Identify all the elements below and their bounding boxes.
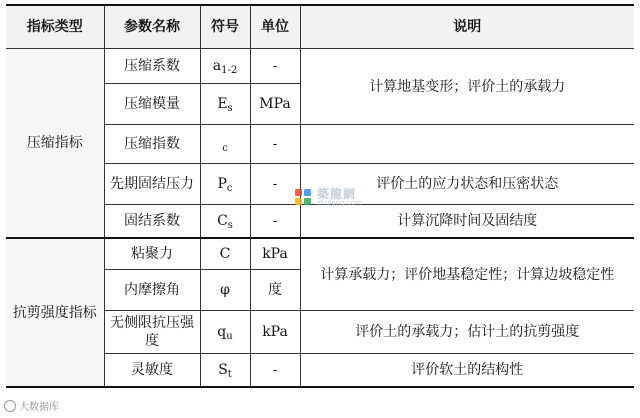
corner-watermark-text: 大数据库	[19, 402, 59, 413]
param-name: 压缩系数	[104, 49, 200, 84]
param-symbol: $P_c$	[200, 164, 250, 205]
param-unit: -	[250, 125, 300, 164]
param-symbol: C	[200, 238, 250, 270]
param-name: 压缩指数	[104, 125, 200, 164]
table-row	[6, 49, 634, 84]
param-symbol: $S_t$	[200, 354, 250, 388]
table-row	[6, 238, 634, 270]
param-name: 内摩擦角	[104, 270, 200, 311]
param-description: 计算承载力；评价地基稳定性；计算边坡稳定性	[300, 238, 634, 311]
param-name: 固结系数	[104, 205, 200, 239]
watermark-text: 築龍網	[317, 187, 357, 201]
param-symbol: c	[200, 125, 250, 164]
param-name: 先期固结压力	[104, 164, 200, 205]
header-indicator-type: 指标类型	[6, 5, 104, 49]
param-name: 灵敏度	[104, 354, 200, 388]
param-symbol: $E_s$	[200, 84, 250, 125]
watermark-url: zhulong.com	[317, 199, 362, 207]
param-unit: kPa	[250, 311, 300, 354]
header-row	[6, 5, 634, 49]
group-type-shear-strength: 抗剪强度指标	[6, 238, 104, 387]
corner-watermark	[4, 398, 59, 413]
param-symbol: $q_u$	[200, 311, 250, 354]
param-unit: 度	[250, 270, 300, 311]
param-symbol: $C_s$	[200, 205, 250, 239]
param-unit: -	[250, 354, 300, 388]
param-symbol: $a_{1-2}$	[200, 49, 250, 84]
corner-logo-icon	[4, 400, 16, 412]
param-description: 计算沉降时间及固结度	[300, 205, 634, 239]
watermark-logo-icon	[295, 189, 313, 207]
param-description: 评价土的应力状态和压密状态	[300, 164, 634, 205]
param-unit: -	[250, 49, 300, 84]
param-name: 无侧限抗压强度	[104, 311, 200, 354]
param-unit: -	[250, 164, 300, 205]
header-unit: 单位	[250, 5, 300, 49]
param-description: 评价软土的结构性	[300, 354, 634, 388]
group-type-compression: 压缩指标	[6, 49, 104, 239]
header-description: 说明	[300, 5, 634, 49]
param-unit: kPa	[250, 238, 300, 270]
param-unit: -	[250, 205, 300, 239]
param-description: 计算地基变形；评价土的承载力	[300, 49, 634, 125]
param-description: 评价土的承载力；估计土的抗剪强度	[300, 311, 634, 354]
param-name: 粘聚力	[104, 238, 200, 270]
param-symbol: φ	[200, 270, 250, 311]
watermark	[295, 188, 362, 207]
param-unit: MPa	[250, 84, 300, 125]
header-parameter-name: 参数名称	[104, 5, 200, 49]
param-description-empty	[300, 125, 634, 164]
param-name: 压缩模量	[104, 84, 200, 125]
header-symbol: 符号	[200, 5, 250, 49]
